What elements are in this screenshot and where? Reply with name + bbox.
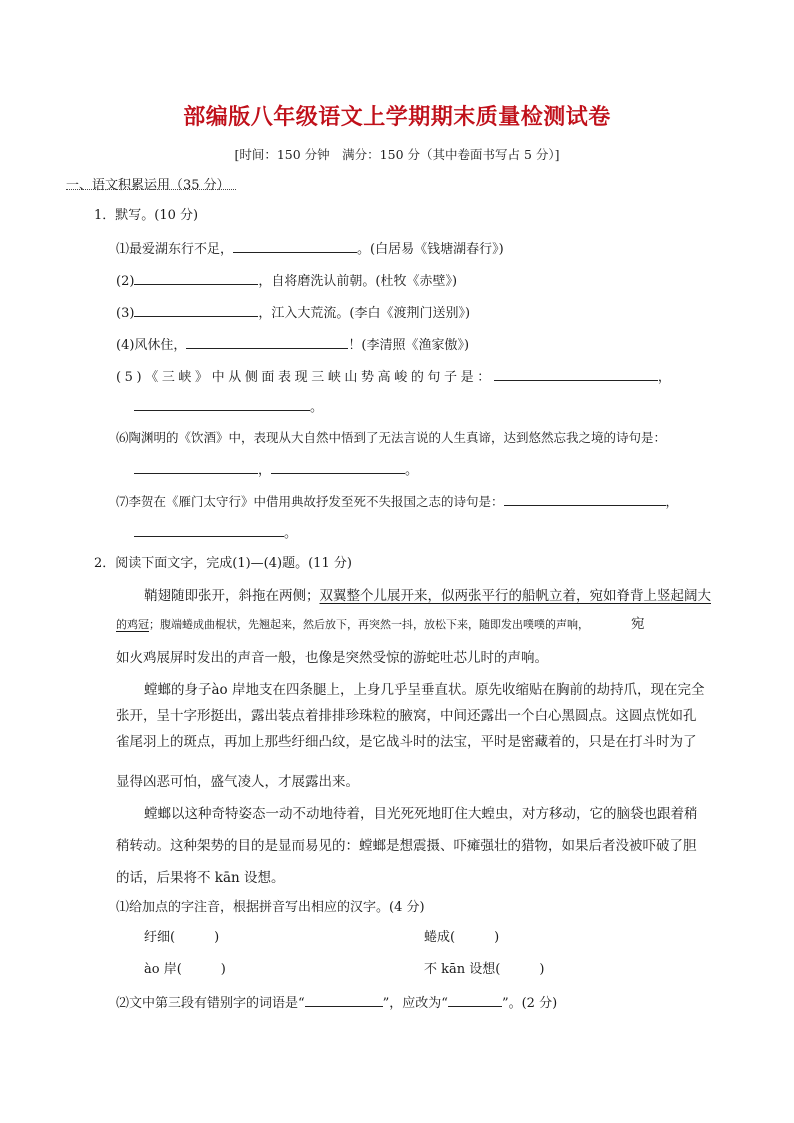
q1-item-7-comma: ， — [665, 494, 679, 509]
q1-item-2-blank[interactable] — [134, 270, 258, 285]
passage-p1-underlined-b: 的鸡冠 — [116, 618, 149, 631]
q1-item-7-cont — [134, 522, 297, 544]
passage-p3-line1: 螳螂以这种奇特姿态一动不动地待着，目光死死地盯住大蝗虫，对方移动，它的脑袋也跟着稍 — [144, 806, 698, 822]
passage-p1-underlined-a: 双翼整个儿展开来，似两张平行的船帆立着，宛如脊背上竖起阔大 — [319, 588, 711, 604]
q1-item-5 — [116, 366, 671, 388]
q1-item-7-blank-a[interactable] — [504, 491, 666, 506]
q1-item-6-end: 。 — [405, 463, 419, 478]
q1-item-2 — [116, 270, 457, 292]
q1-item-6-cont — [134, 459, 418, 481]
question-2-stem: 2．阅读下面文字，完成(1)—(4)题。(11 分) — [94, 556, 352, 571]
passage-p1-text-d: ；腹端蜷成曲棍状，先翘起来，然后放下，再突然一抖，放松下来，随即发出噗噗的声响， — [149, 618, 589, 631]
passage-p3-line2: 稍转动。这种架势的目的是显而易见的：螳螂是想震摄、吓瘫强壮的猎物，如果后者没被吓破了胆 — [116, 838, 697, 854]
passage-p2-line4: 显得凶恶可怕，盛气凌人，才展露出来。 — [116, 774, 359, 790]
q1-item-7-end: 。 — [284, 526, 298, 541]
passage-p1-text-a: 鞘翅随即张开，斜拖在两侧； — [144, 588, 320, 604]
q2-sub-2-suffix: ”。(2 分) — [501, 996, 558, 1011]
q1-item-3-number: (3) — [116, 306, 135, 321]
q2-sub-2-prefix: ⑵文中第三段有错别字的词语是“ — [116, 996, 305, 1011]
q1-item-4-suffix: ！(李清照《渔家傲》) — [348, 338, 470, 353]
q1-item-1-blank[interactable] — [233, 238, 357, 253]
q2-sub-2-blank-a[interactable] — [305, 992, 383, 1007]
q1-item-5-comma: ， — [657, 370, 671, 385]
q1-item-2-number: (2) — [116, 274, 135, 289]
q1-item-1-prefix: ⑴最爱湖东行不足， — [116, 242, 234, 257]
section-heading: 一、语文积累运用（35 分） — [66, 178, 230, 193]
q1-item-4 — [116, 334, 469, 356]
passage-p2-line3: 雀尾羽上的斑点，再加上那些纡细凸纹，是它战斗时的法宝，平时是密藏着的，只是在打斗时为了 — [116, 734, 697, 750]
q1-item-6-comma: ， — [258, 463, 272, 478]
q2-sub-1-a[interactable]: 纡细( ) — [144, 930, 220, 945]
q2-sub-1-b[interactable]: 蜷成( ) — [424, 930, 500, 945]
q2-sub-1-c[interactable]: ào 岸( ) — [144, 962, 226, 977]
q1-item-5-blank-a[interactable] — [494, 366, 658, 381]
passage-p2-line2: 张开，呈十字形挺出，露出装点着排排珍珠粒的腋窝，中间还露出一个白心黑圆点。这圆点恍如孔 — [116, 708, 697, 724]
q1-item-3-suffix: ，江入大荒流。(李白《渡荆门送别》) — [258, 306, 471, 321]
section-heading-rule — [66, 189, 236, 190]
q1-item-2-suffix: ，自将磨洗认前朝。(杜牧《赤壁》) — [258, 274, 458, 289]
exam-title: 部编版八年级语文上学期期末质量检测试卷 — [183, 105, 611, 130]
q1-item-1 — [116, 238, 504, 260]
q2-sub-2-blank-b[interactable] — [448, 992, 502, 1007]
q1-item-7 — [116, 491, 678, 512]
passage-p2-line1: 螳螂的身子ào 岸地支在四条腿上，上身几乎呈垂直状。原先收缩贴在胸前的劫持爪，现在完全 — [144, 682, 705, 698]
q1-item-5-blank-b[interactable] — [134, 396, 310, 411]
passage-p1-line3: 如火鸡展屏时发出的声音一般，也像是突然受惊的游蛇吐芯儿时的声响。 — [116, 650, 548, 666]
question-1-stem: 1．默写。(10 分) — [94, 208, 199, 223]
q1-item-3-blank[interactable] — [134, 302, 258, 317]
passage-p1-line1 — [144, 586, 711, 606]
q1-item-6-blank-b[interactable] — [271, 459, 405, 474]
q1-item-6: ⑹陶渊明的《饮酒》中，表现从大自然中悟到了无法言说的人生真谛，达到悠然忘我之境的诗句是： — [116, 430, 667, 445]
q1-item-7-blank-b[interactable] — [134, 522, 284, 537]
exam-subtitle: [时间：150 分钟 满分：150 分（其中卷面书写占 5 分）] — [234, 147, 560, 162]
passage-p1-text-e: 宛 — [631, 616, 645, 632]
q1-item-4-blank[interactable] — [186, 334, 348, 349]
q2-sub-2 — [116, 992, 557, 1014]
q1-item-5-cont — [134, 396, 323, 418]
q1-item-5-text: (5)《三峡》中从侧面表现三峡山势高峻的句子是： — [116, 370, 494, 385]
q1-item-6-blank-a[interactable] — [134, 459, 258, 474]
q1-item-5-end: 。 — [310, 400, 324, 415]
passage-p1-line2 — [116, 614, 645, 635]
q2-sub-2-mid: ”，应改为“ — [382, 996, 448, 1011]
q1-item-1-suffix: 。(白居易《钱塘湖春行》) — [357, 242, 504, 257]
q2-sub-1-d[interactable]: 不 kān 设想( ) — [424, 962, 545, 977]
q2-sub-1: ⑴给加点的字注音，根据拼音写出相应的汉字。(4 分) — [116, 900, 425, 915]
q1-item-7-text: ⑺李贺在《雁门太守行》中借用典故抒发至死不失报国之志的诗句是： — [116, 494, 504, 509]
passage-p3-line3: 的话，后果将不 kān 设想。 — [116, 870, 285, 886]
q1-item-3 — [116, 302, 470, 324]
q1-item-4-prefix: (4)风休住， — [116, 338, 187, 353]
